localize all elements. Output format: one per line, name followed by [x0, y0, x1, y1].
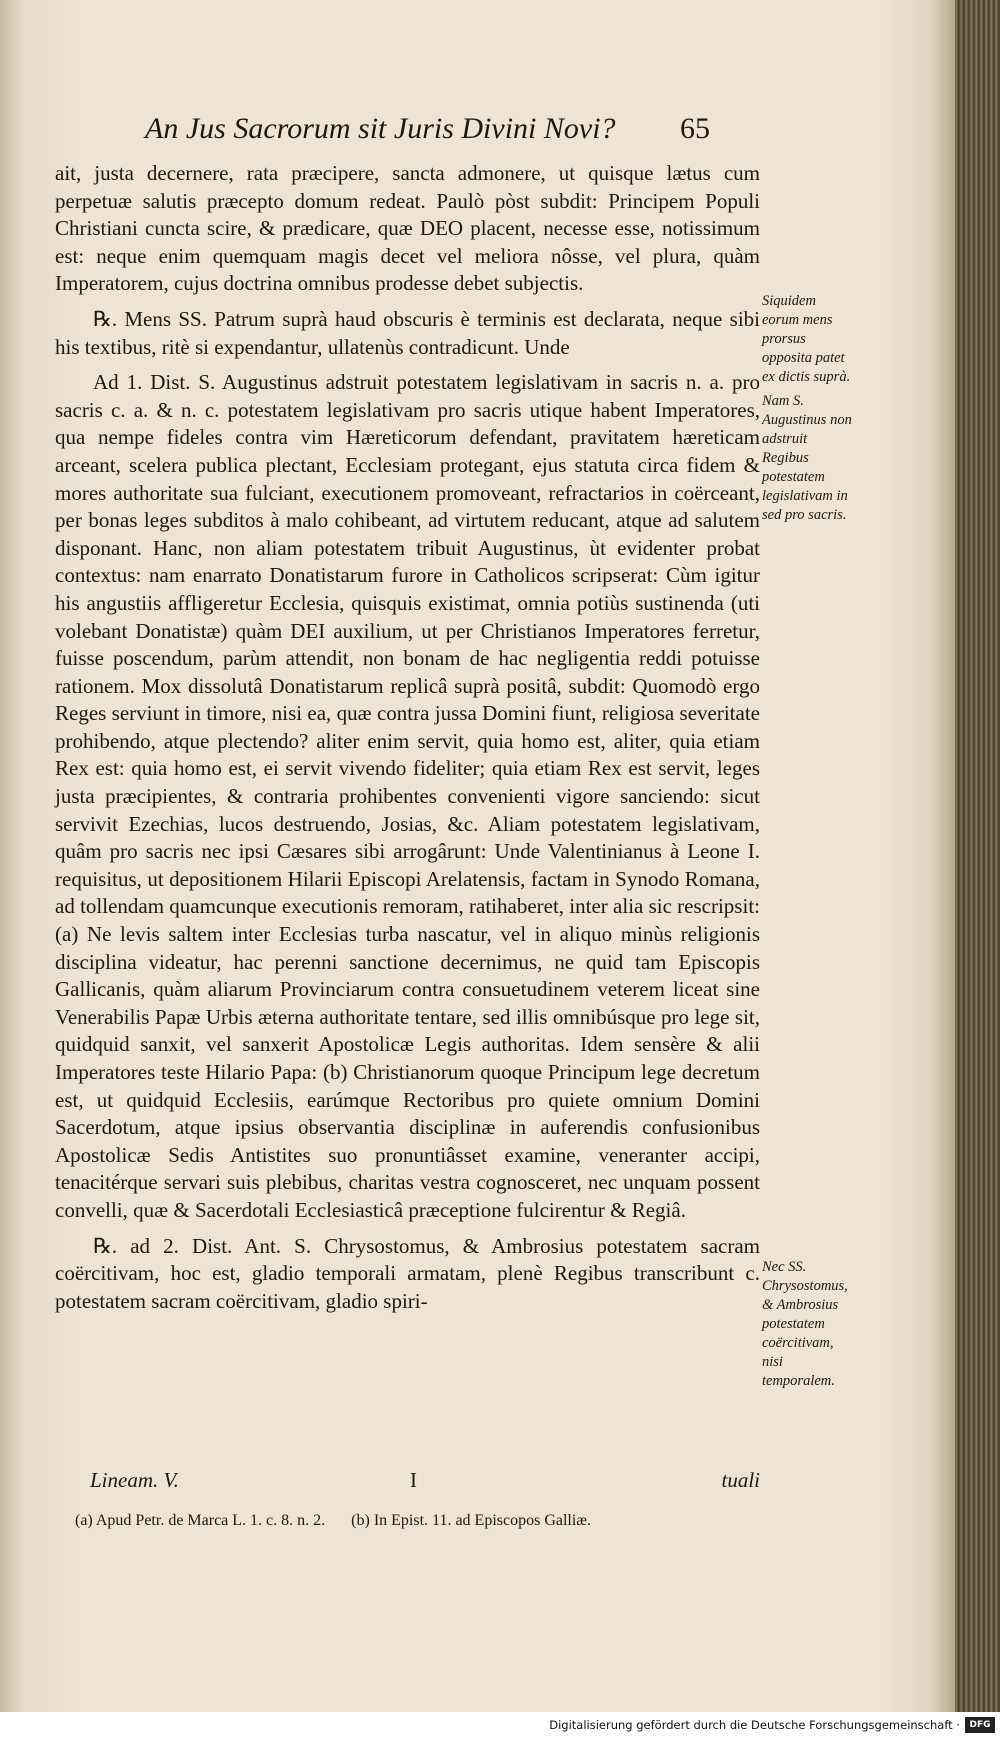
marginal-note: Siquidem eorum mens prorsus opposita patet ex dictis suprà. [762, 293, 851, 385]
running-head: An Jus Sacrorum sit Juris Divini Novi? [145, 112, 616, 145]
paragraph: Ad 1. Dist. S. Augustinus adstruit potestatem legislativam in sacris n. a. pro sacris c. a. & n. c. potestatem legislativam pro sacris utique habent Imperatores, qua nempe fideles contra vim Hæreticorum defendant, pravitatem hæreticam arceant, scelera publica plectant, Ecclesiam protegant, ejus statuta circa fidem & mores authoritate sua fulciant, executionem promoveant, refractarios in coërceant, per bonas leges subditos à malo cohibeant, ad virtutem reducant, atque ad salutem disponant. Hanc, non aliam potestatem tribuit Augustinus, ùt evidenter probat contextus: nam enarrato Donatistarum furore in Catholicos scripserat: Cùm igitur his angustiis affligeretur Ecclesia, quisquis existimat, omnia potiùs sustinenda (uti volebant Donatistæ) quàm DEI auxilium, ut per Christianos Imperatores ferretur, fuisse poscendum, parùm attendit, non bonam de hac negligentia reddi potuisse rationem. Mox dissolutâ Donatistarum replicâ suprà positâ, subdit: Quomodò ergo Reges serviunt in timore, nisi ea, quæ contra jussa Domini fiunt, religiosa severitate prohibendo, atque plectendo? aliter enim servit, quia homo est, aliter, quia etiam Rex est: quia homo est, ei servit vivendo fideliter; quia etiam Rex est servit, leges justa præcipientes, & contraria prohibentes convenienti vigore sanciendo: sicut servivit Ezechias, lucos destruendo, Josias, &c. Aliam potestatem legislativam, quâm pro sacris nec ipsi Cæsares sibi arrogârunt: Unde Valentinianus à Leone I. requisitus, ut depositionem Hilarii Episcopi Arelatensis, factam in Synodo Romana, ad tollendam quamcunque executionis remoram, ratihaberet, inter alia sic rescripsit: (a) Ne levis saltem inter Ecclesias turba nascatur, vel in aliquo minùs religionis disciplina videatur, hac perenni sanctione decernimus, ne quid tam Episcopis Gallicanis, quàm aliarum Provinciarum contra consuetudinem veterem liceat sine Venerabilis Papæ Urbis æterna authoritate tentare, sed illis omnibúsque pro lege sit, quidquid sanxit, vel sanxerit Apostolicæ Legis authoritas. Idem sensère & alii Imperatores teste Hilario Papa: (b) Christianorum quoque Principum lege decretum est, ut quidquid Ecclesiis, earúmque Rectoribus pro quiete omnium Domini Sacerdotum, atque ipsius observantia disciplinæ in auferendis confusionibus Apostolicæ Sedis Antistites suo pronuntiâsset examine, veneranter accipi, tenacitérque servari suis plebibus, charitas vestra cognosceret, nec unquam possent convelli, quæ & Sacerdotali Ecclesiasticâ præceptione fulcirentur & Regiâ. [55, 370, 760, 1222]
catchword-line [55, 1468, 760, 1496]
body-text [55, 160, 760, 1323]
digitization-footer [0, 1712, 1000, 1739]
footer-credit: Digitalisierung gefördert durch die Deutsche Forschungsgemeinschaft · [549, 1718, 960, 1732]
page-edges [955, 0, 1000, 1712]
paragraph: ℞. Mens SS. Patrum suprà haud obscuris è terminis est declarata, neque sibi his textibus, ritè si expendantur, ullatenùs contradicunt. Unde [55, 306, 760, 359]
gathering-mark: I [410, 1468, 417, 1492]
footnote: (b) In Epist. 11. ad Episcopos Galliæ. [351, 1512, 591, 1529]
page-number: 65 [680, 112, 710, 145]
paragraph: ℞. ad 2. Dist. Ant. S. Chrysostomus, & Ambrosius potestatem sacram coërcitivam, hoc est, gladio temporali armatam, plenè Regibus transcribunt c. potestatem sacram coërcitivam, gladio spiri- [55, 1233, 760, 1313]
marginal-note: Nam S. Augustinus non adstruit Regibus potestatem legislativam in sed pro sacris. [762, 393, 852, 523]
paragraph: ait, justa decernere, rata præcipere, sancta admonere, ut quisque lætus cum perpetuæ salutis præcepto domum redeat. Paulò pòst subdit: Principem Populi Christiani cuncta scire, & prædicare, quæ DEO placent, necesse esse, notissimum est: neque enim quemquam magis decet vel meliora nôsse, vel plura, quàm Imperatorem, cujus doctrina omnibus prodesse debet subjectis. [55, 161, 760, 296]
dfg-logo: DFG [965, 1717, 995, 1733]
marginal-note: Nec SS. Chrysostomus, & Ambrosius potestatem coërcitivam, nisi temporalem. [762, 1259, 848, 1389]
footnote: (a) Apud Petr. de Marca L. 1. c. 8. n. 2. [75, 1512, 326, 1529]
catchword: tuali [721, 1468, 760, 1492]
signature-mark: Lineam. V. [90, 1468, 179, 1492]
footnotes [75, 1512, 775, 1530]
